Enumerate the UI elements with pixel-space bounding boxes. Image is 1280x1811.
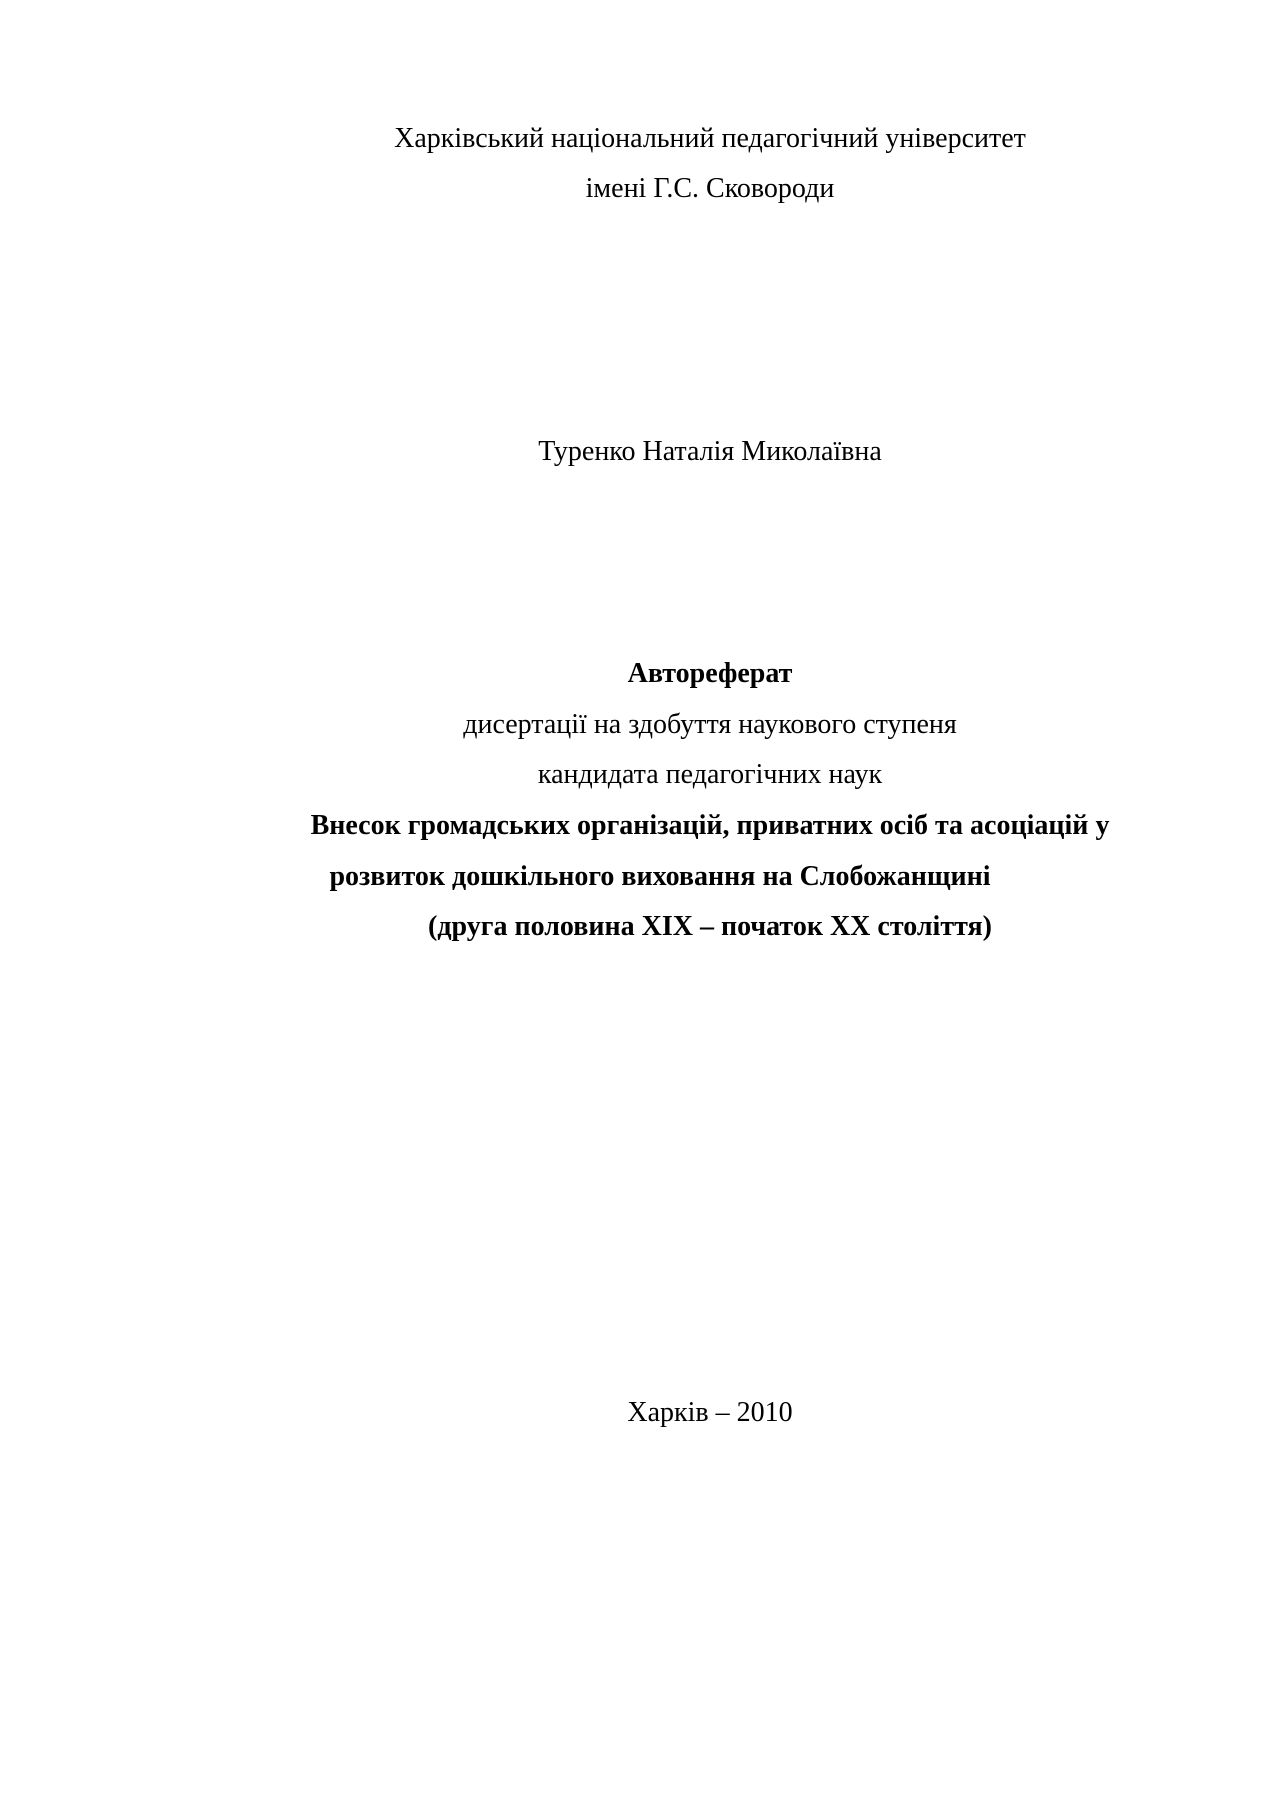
dissertation-title-line-2: розвиток дошкільного виховання на Слобожанщині <box>329 861 991 892</box>
university-name-suffix: імені Г.С. Сковороди <box>585 173 835 204</box>
place-and-year: Харків – 2010 <box>627 1397 793 1428</box>
degree-line-1: дисертації на здобуття наукового ступеня <box>463 709 957 740</box>
university-name: Харківський національний педагогічний університет <box>394 123 1026 154</box>
degree-line-2: кандидата педагогічних наук <box>537 759 883 790</box>
dissertation-title-line-3: (друга половина XIX – початок XX століття) <box>428 911 992 942</box>
author-name: Туренко Наталія Миколаївна <box>538 436 882 467</box>
dissertation-title-line-1: Внесок громадських організацій, приватних осіб та асоціацій у <box>310 810 1110 841</box>
document-type: Автореферат <box>627 658 793 689</box>
